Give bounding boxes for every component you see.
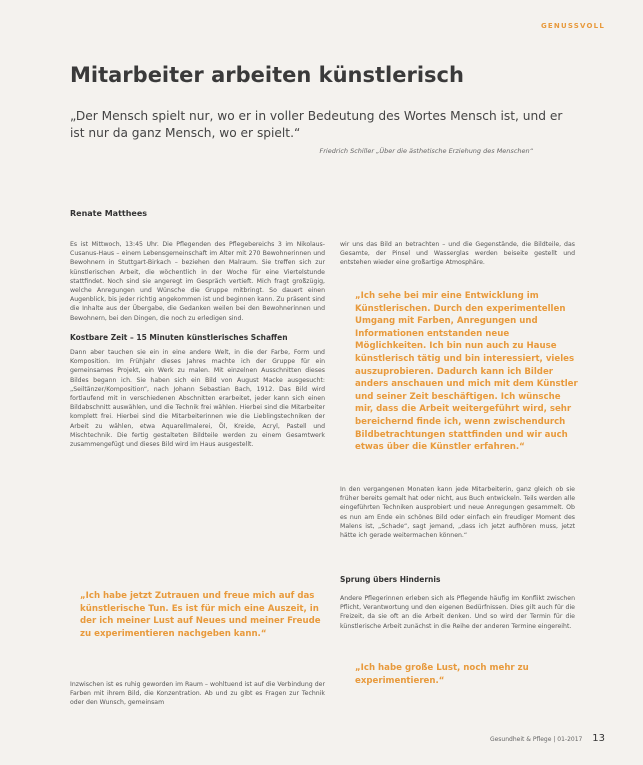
body-paragraph: wir uns das Bild an betrachten – und die Gegenstände, die Bildteile, das Gesamte, der Pinsel und Wasserglas werden beiseite gestellt und entstehen wieder eine großartige Atmosphäre.	[340, 241, 575, 267]
pull-quote-3: „Ich habe große Lust, noch mehr zu experimentieren.“	[355, 663, 529, 686]
page-footer	[490, 733, 605, 744]
subheading-sprung: Sprung übers Hindernis	[340, 575, 441, 584]
body-paragraph: Dann aber tauchen sie ein in eine andere Welt, in die der Farbe, Form und Komposition. Im Frühjahr dieses Jahres machte ich der Gruppe für ein gemeinsames Projekt, ein Werk zu malen. Mit einzelnen Ausschnitten dieses Bildes begann ich. Sie haben sich ein Bild von August Macke ausgesucht: „Seiltänzer/Komposition“, nach Johann Sebastian Bach, 1912. Das Bild wird fortlaufend mit in verschiedenen Abschnitten erarbeitet, jeder kann sich einen Bildabschnitt auswählen, und die Technik frei wählen. Hierbei sind die Mitarbeiter komplett frei. Hierbei sind die Mitarbeiterinnen wie die Lieblingstechniken der Arbeit zu wählen, etwa Aquarellmalerei, Öl, Kreide, Acryl, Pastell und Mischtechnik. Die fertig gestalteten Bildteile werden zu einem Gesamtwerk zusammengefügt und dieses Bild wird im Haus ausgestellt.	[70, 349, 325, 449]
column-left	[70, 240, 325, 449]
body-paragraph: Andere Pflegerinnen erleben sich als Pflegende häufig im Konflikt zwischen Pflicht, Verantwortung und den eigenen Bedürfnissen. Dies gilt auch für die Freizeit, da sie oft an die Arbeit denken. Und so wird der Termin für die künstlerische Arbeit zunächst in die Reihe der anderen Termine eingereiht.	[340, 595, 575, 630]
body-paragraph: In den vergangenen Monaten kann jede Mitarbeiterin, ganz gleich ob sie früher bereits gemalt hat oder nicht, aus Buch entwickeln. Teils werden alle eingeführten Techniken ausprobiert und neue Anregungen gesammelt. Ob es nun am Ende ein schönes Bild oder einfach ein freudiger Moment des Malens ist, „Schade“, sagt jemand, „dass ich jetzt aufhören muss, jetzt hätte ich gerade weitermachen können.“	[340, 486, 575, 540]
intro-quote: „Der Mensch spielt nur, wo er in voller Bedeutung des Wortes Mensch ist, und er ist nur da ganz Mensch, wo er spielt.“	[70, 109, 563, 140]
body-paragraph: Inzwischen ist es ruhig geworden im Raum – wohltuend ist auf die Verbindung der Farben mit ihrem Bild, die Konzentration. Ab und zu gibt es Fragen zur Technik oder den Wunsch, gemeinsam	[70, 681, 325, 707]
article-title: Mitarbeiter arbeiten künstlerisch	[70, 63, 464, 87]
intro-paragraph: Es ist Mittwoch, 13:45 Uhr. Die Pflegenden des Pflegebereichs 3 im Nikolaus-Cusanus-Haus – einem Lebensgemeinschaft im Alter mit 270 Bewohnerinnen und Bewohnern in Stuttgart-Birkach – beziehen den Malraum. Sie treffen sich zur künstlerischen Arbeit, die wöchentlich in der Woche für eine Viertelstunde stattfindet. Noch sind sie angeregt im Gespräch vertieft. Mich fragt großzügig, welche Anregungen und Wünsche die Gruppe mitbringt. So dauert einen Augenblick, bis jeder richtig angekommen ist und beginnen kann. Zu präsent sind die Inhalte aus der Übergabe, die Gedanken weilen bei den Bewohnerinnen und Bewohnern, bei den Dingen, die noch zu erledigen sind.	[70, 241, 325, 322]
author-name: Renate Matthees	[70, 209, 148, 218]
page-number: 13	[592, 733, 605, 744]
section-tag: GENUSSVOLL	[540, 22, 605, 30]
subheading-kostbare-zeit: Kostbare Zeit – 15 Minuten künstlerisches Schaffen	[70, 332, 288, 342]
footer-text: Gesundheit & Pflege | 01-2017	[489, 736, 583, 743]
pull-quote-1: „Ich sehe bei mir eine Entwicklung im Künstlerischen. Durch den experimentellen Umgang mit Farben, Anregungen und Informationen entstanden neue Möglichkeiten. Ich bin nun auch zu Hause künstlerisch tätig und bin interessiert, vieles auszuprobieren. Dadurch kann ich Bilder anders anschauen und mich mit dem Künstler und seiner Zeit beschäftigen. Ich wünsche mir, dass die Arbeit weitergeführt wird, sehr bereichernd finde ich, wenn zwischendurch Bildbetrachtungen stattfinden und wir auch etwas über die Künstler erfahren.“	[355, 291, 578, 453]
quote-source: Friedrich Schiller „Über die ästhetische Erziehung des Menschen“	[319, 147, 533, 155]
pull-quote-2: „Ich habe jetzt Zutrauen und freue mich auf das künstlerische Tun. Es ist für mich eine Auszeit, in der ich meiner Lust auf Neues und meiner Freude zu experimentieren nachgeben kann.“	[80, 591, 321, 639]
column-right-top	[340, 240, 575, 268]
